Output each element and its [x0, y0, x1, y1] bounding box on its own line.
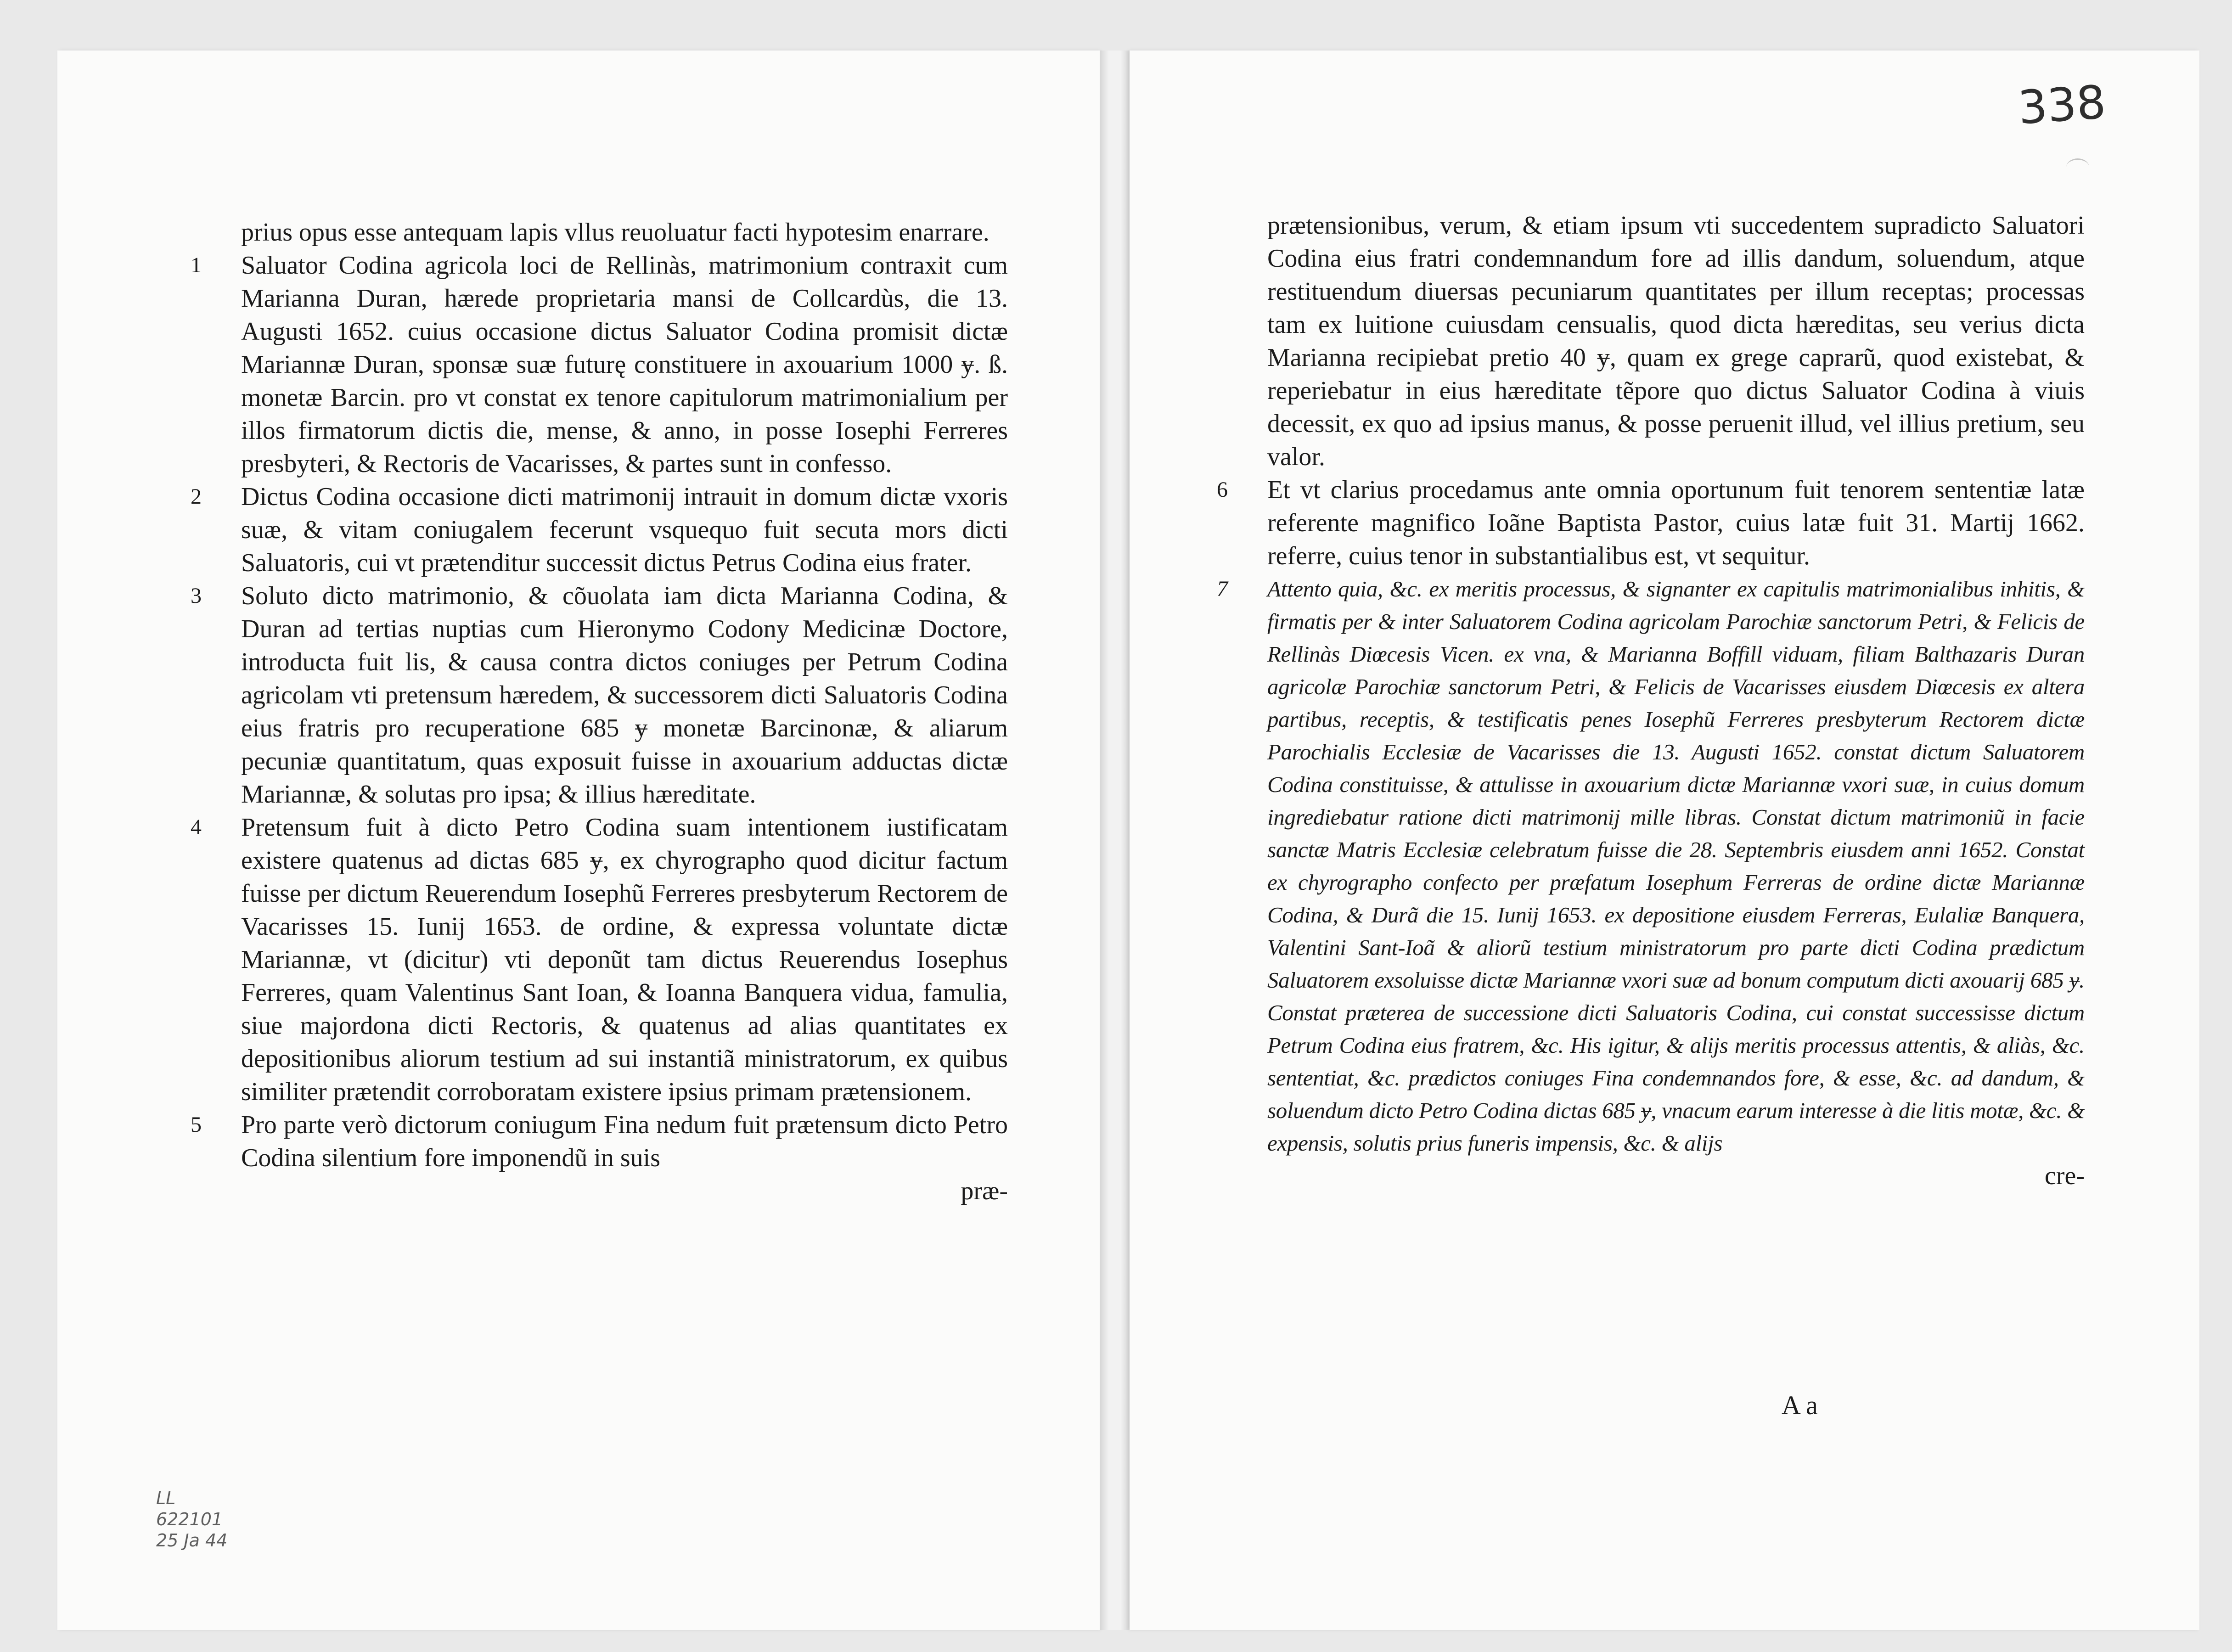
- paragraph-number: 6: [1217, 478, 1228, 502]
- paragraph-6: [1217, 473, 2085, 573]
- paragraph-text: Pretensum fuit à dicto Petro Codina suam intentionem iustificatam existere quatenus ad dictas 685 ɏ, ex chyrographo quod dicitur factum fuisse per dictum Reuerendum Iosephũ Ferreres presbyterum Rectorem de Vacarisses 15. Iunij 1653. de ordine, & expressa voluntate dictæ Mariannæ, vt (dicitur) vti deponũt tam dictus Reuerendus Iosephus Ferreres, quam Valentinus Sant Ioan, & Ioanna Banquera vidua, famulia, siue majordona dicti Rectoris, & quatenus ad alias quantitates ex depositionibus aliorum testium ad sui instantiã ministratorum, ex quibus similiter prætendit corroboratam existere ipsius primam prætensionem.: [241, 813, 1008, 1106]
- paragraph-3: [191, 579, 1008, 811]
- right-text-block: [1217, 209, 2085, 1192]
- paragraph-5: [191, 1108, 1008, 1174]
- stamp-line: 25 Ja 44: [156, 1530, 228, 1551]
- right-page: [1130, 51, 2199, 1630]
- paragraph-number: 1: [191, 253, 202, 277]
- paragraph-number: 3: [191, 584, 202, 608]
- paragraph-2: [191, 480, 1008, 579]
- signature-mark: A a: [1782, 1390, 1818, 1420]
- left-text-block: [191, 216, 1008, 1208]
- library-stamp: [156, 1488, 227, 1551]
- paragraph-number: 7: [1217, 577, 1228, 601]
- paragraph-4: [191, 811, 1008, 1108]
- book-gutter: [1100, 51, 1130, 1630]
- ink-mark-icon: [2066, 158, 2089, 176]
- left-opening-text: prius opus esse antequam lapis vllus reuoluatur facti hypotesim enarrare.: [241, 218, 990, 247]
- paragraph-text: Saluator Codina agricola loci de Rellinàs, matrimonium contraxit cum Marianna Duran, hærede proprietaria mansi de Collcardùs, die 13. Augusti 1652. cuius occasione dictus Saluator Codina promisit dictæ Mariannæ Duran, sponsæ suæ futurę constituere in axouarium 1000 ɏ. ß. monetæ Barcin. pro vt constat ex tenore capitulorum matrimonialium per illos firmatorum dictis die, mense, & anno, in posse Iosephi Ferreres presbyteri, & Rectoris de Vacarisses, & partes sunt in confesso.: [241, 251, 1008, 478]
- stamp-line: LL: [156, 1488, 176, 1508]
- left-catchword: præ-: [961, 1177, 1008, 1205]
- paragraph-text: Attento quia, &c. ex meritis processus, & signanter ex capitulis matrimonialibus inhitis, & firmatis per & inter Saluatorem Codina agricolam Parochiæ sanctorum Petri, & Felicis de Rellinàs Diœcesis Vicen. ex vna, & Marianna Boffill viduam, filiam Balthazaris Duran agricolæ Parochiæ sanctorum Petri, & Felicis de Vacarisses eiusdem Diœcesis ex altera partibus, receptis, & testificatis penes Iosephũ Ferreres presbyterum Rectorem dictæ Parochialis Ecclesiæ de Vacarisses die 13. Augusti 1652. constat dictum Saluatorem Codina constituisse, & attulisse in axouarium dictæ Mariannæ vxori suæ, in cuius domum ingrediebatur ratione dicti matrimonij mille libras. Constat dictum matrimoniũ in facie sanctæ Matris Ecclesiæ celebratum fuisse die 28. Septembris eiusdem anni 1652. Constat ex chyrographo confecto per præfatum Iosephum Ferreras de ordine dictæ Mariannæ Codina, & Durã die 15. Iunij 1653. ex depositione eiusdem Ferreras, Eulaliæ Banquera, Valentini Sant-Ioã & aliorũ testium ministratorum pro parte dicti Codina prædictum Saluatorem exsoluisse dictæ Mariannæ vxori suæ ad bonum computum dicti axouarij 685 ɏ. Constat præterea de successione dicti Saluatoris Codina, cui constat successisse dictum Petrum Codina eius fratrem, &c. His igitur, & alijs meritis processus attentis, & aliàs, &c. sententiat, &c. prædictos coniuges Fina condemnandos fore, & esse, &c. ad dandum, & soluendum dicto Petro Codina dictas 685 ɏ, vnacum earum interesse à die litis motæ, &c. & expensis, solutis prius funeris impensis, &c. & alijs: [1267, 576, 2085, 1156]
- paragraph-text: Soluto dicto matrimonio, & cõuolata iam dicta Marianna Codina, & Duran ad tertias nuptias cum Hieronymo Codony Medicinæ Doctore, introducta fuit lis, & causa contra dictos coniuges per Petrum Codina agricolam vti pretensum hæredem, & successorem dicti Saluatoris Codina eius fratris pro recuperatione 685 ɏ monetæ Barcinonæ, & aliarum pecuniæ quantitatum, quas exposuit fuisse in axouarium adductas dictæ Mariannæ, & solutas pro ipsa; & illius hæreditate.: [241, 582, 1008, 809]
- page-number: 338: [2016, 75, 2108, 135]
- paragraph-text: Et vt clarius procedamus ante omnia oportunum fuit tenorem sententiæ latæ referente magnifico Ioãne Baptista Pastor, cuius latæ fuit 31. Martij 1662. referre, cuius tenor in substantialibus est, vt sequitur.: [1267, 476, 2085, 570]
- paragraph-text: Pro parte verò dictorum coniugum Fina nedum fuit prætensum dicto Petro Codina silentium fore imponendũ in suis: [241, 1111, 1008, 1172]
- paragraph-7-sentence: [1217, 573, 2085, 1159]
- left-page: [57, 51, 1100, 1630]
- paragraph-text: Dictus Codina occasione dicti matrimonij intrauit in domum dictæ vxoris suæ, & vitam coniugalem fecerunt vsquequo fuit secuta mors dicti Saluatoris, cui vt prætenditur successit dictus Petrus Codina eius frater.: [241, 483, 1008, 577]
- paragraph-1: [191, 249, 1008, 480]
- right-catchword: cre-: [2044, 1162, 2085, 1190]
- right-opening-text: prætensionibus, verum, & etiam ipsum vti succedentem supradicto Saluatori Codina eius fratri condemnandum fore ad illis dandum, soluendum, atque restituendum diuersas pecuniarum quantitates per illum receptas; processas tam ex luitione cuiusdam censualis, quod dicta hæreditas, seu verius dicta Marianna recipiebat pretio 40 ɏ, quam ex grege caprarũ, quod existebat, & reperiebatur in eius hæreditate tẽpore quo dictus Saluator Codina à viuis decessit, ex quo ad ipsius manus, & posse peruenit illud, vel illius pretium, seu valor.: [1267, 211, 2085, 471]
- stamp-line: 622101: [156, 1509, 223, 1529]
- paragraph-number: 2: [191, 484, 202, 509]
- paragraph-number: 5: [191, 1113, 202, 1137]
- paragraph-number: 4: [191, 815, 202, 839]
